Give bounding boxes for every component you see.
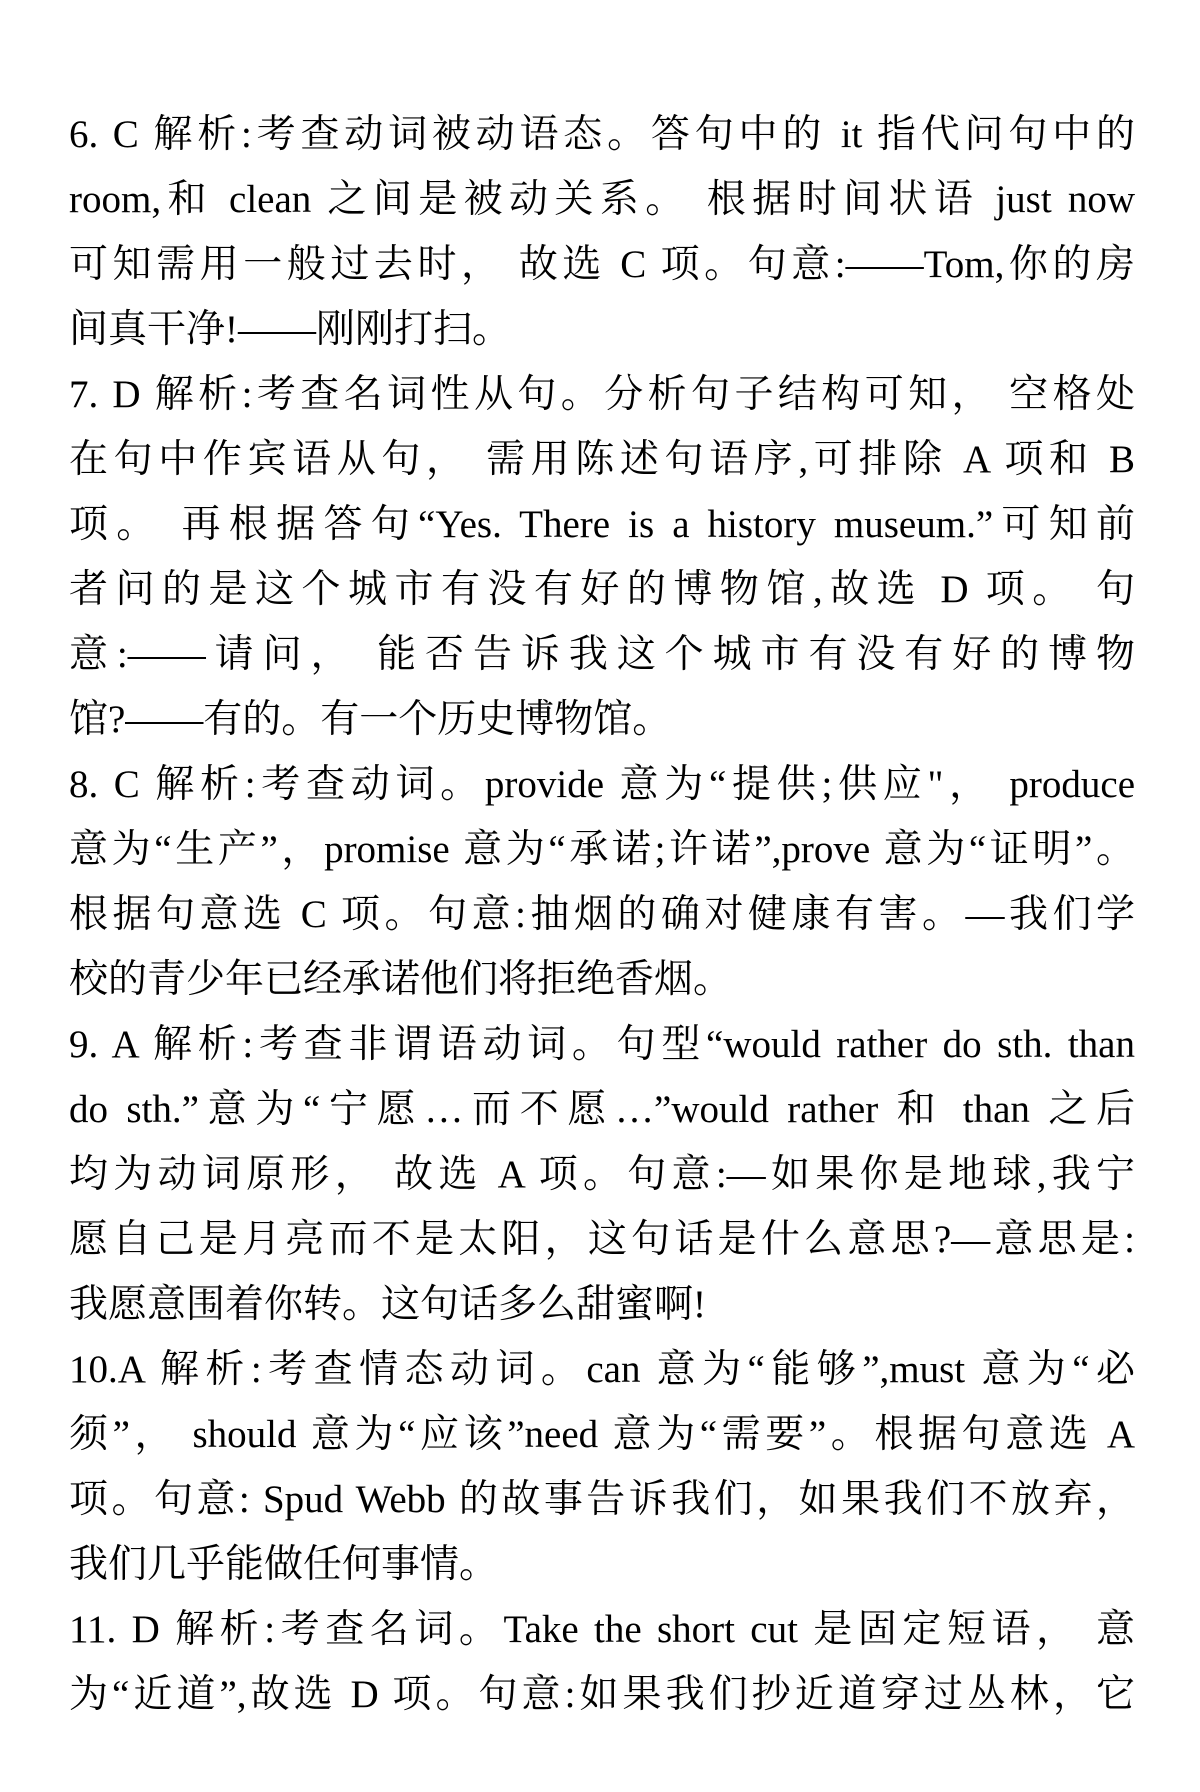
document-page [69, 102, 1135, 1727]
explanation-item-7 [69, 362, 1135, 752]
text-line: room,和 clean 之间是被动关系。 根据时间状语 just now [69, 178, 1135, 221]
text-line: 意:——请问， 能否告诉我这个城市有没有好的博物 [69, 633, 1135, 676]
text-line: 10.A 解析:考查情态动词。can 意为“能够”,must 意为“必 [69, 1348, 1135, 1391]
text-line: do sth.”意为“宁愿…而不愿…”would rather 和 than 之后 [69, 1088, 1135, 1131]
text-line: 间真干净!——刚刚打扫。 [69, 308, 511, 351]
text-line: 项。句意: Spud Webb 的故事告诉我们，如果我们不放弃， [69, 1478, 1135, 1521]
text-line: 馆?——有的。有一个历史博物馆。 [69, 698, 672, 741]
text-line: 须”， should 意为“应该”need 意为“需要”。根据句意选 A [69, 1413, 1135, 1456]
text-line: 6. C 解析:考查动词被动语态。答句中的 it 指代问句中的 [69, 113, 1135, 156]
text-line: 我愿意围着你转。这句话多么甜蜜啊! [69, 1283, 706, 1326]
text-line: 意为“生产”，promise 意为“承诺;许诺”,prove 意为“证明”。 [69, 828, 1135, 871]
text-line: 在句中作宾语从句， 需用陈述句语序,可排除 A 项和 B [69, 438, 1135, 481]
text-line: 11. D 解析:考查名词。Take the short cut 是固定短语， 意 [69, 1608, 1135, 1651]
text-line: 7. D 解析:考查名词性从句。分析句子结构可知， 空格处 [69, 373, 1135, 416]
text-line: 校的青少年已经承诺他们将拒绝香烟。 [69, 958, 733, 1001]
text-line: 8. C 解析:考查动词。provide 意为“提供;供应"， produce [69, 763, 1135, 806]
explanation-item-10 [69, 1337, 1135, 1597]
text-line: 为“近道”,故选 D 项。句意:如果我们抄近道穿过丛林，它 [69, 1673, 1135, 1716]
text-line: 项。 再根据答句“Yes. There is a history museum.”可知前 [69, 503, 1135, 546]
text-line: 我们几乎能做任何事情。 [69, 1543, 499, 1586]
explanation-item-8 [69, 752, 1135, 1012]
text-line: 9. A 解析:考查非谓语动词。句型“would rather do sth. than [69, 1023, 1135, 1066]
explanation-item-6 [69, 102, 1135, 362]
text-line: 根据句意选 C 项。句意:抽烟的确对健康有害。—我们学 [69, 893, 1135, 936]
text-line: 均为动词原形， 故选 A 项。句意:—如果你是地球,我宁 [69, 1153, 1135, 1196]
explanation-item-11 [69, 1597, 1135, 1727]
text-line: 可知需用一般过去时， 故选 C 项。句意:——Tom,你的房 [69, 243, 1135, 286]
text-line: 愿自己是月亮而不是太阳，这句话是什么意思?—意思是: [69, 1218, 1135, 1261]
explanation-item-9 [69, 1012, 1135, 1337]
text-line: 者问的是这个城市有没有好的博物馆,故选 D 项。 句 [69, 568, 1135, 611]
